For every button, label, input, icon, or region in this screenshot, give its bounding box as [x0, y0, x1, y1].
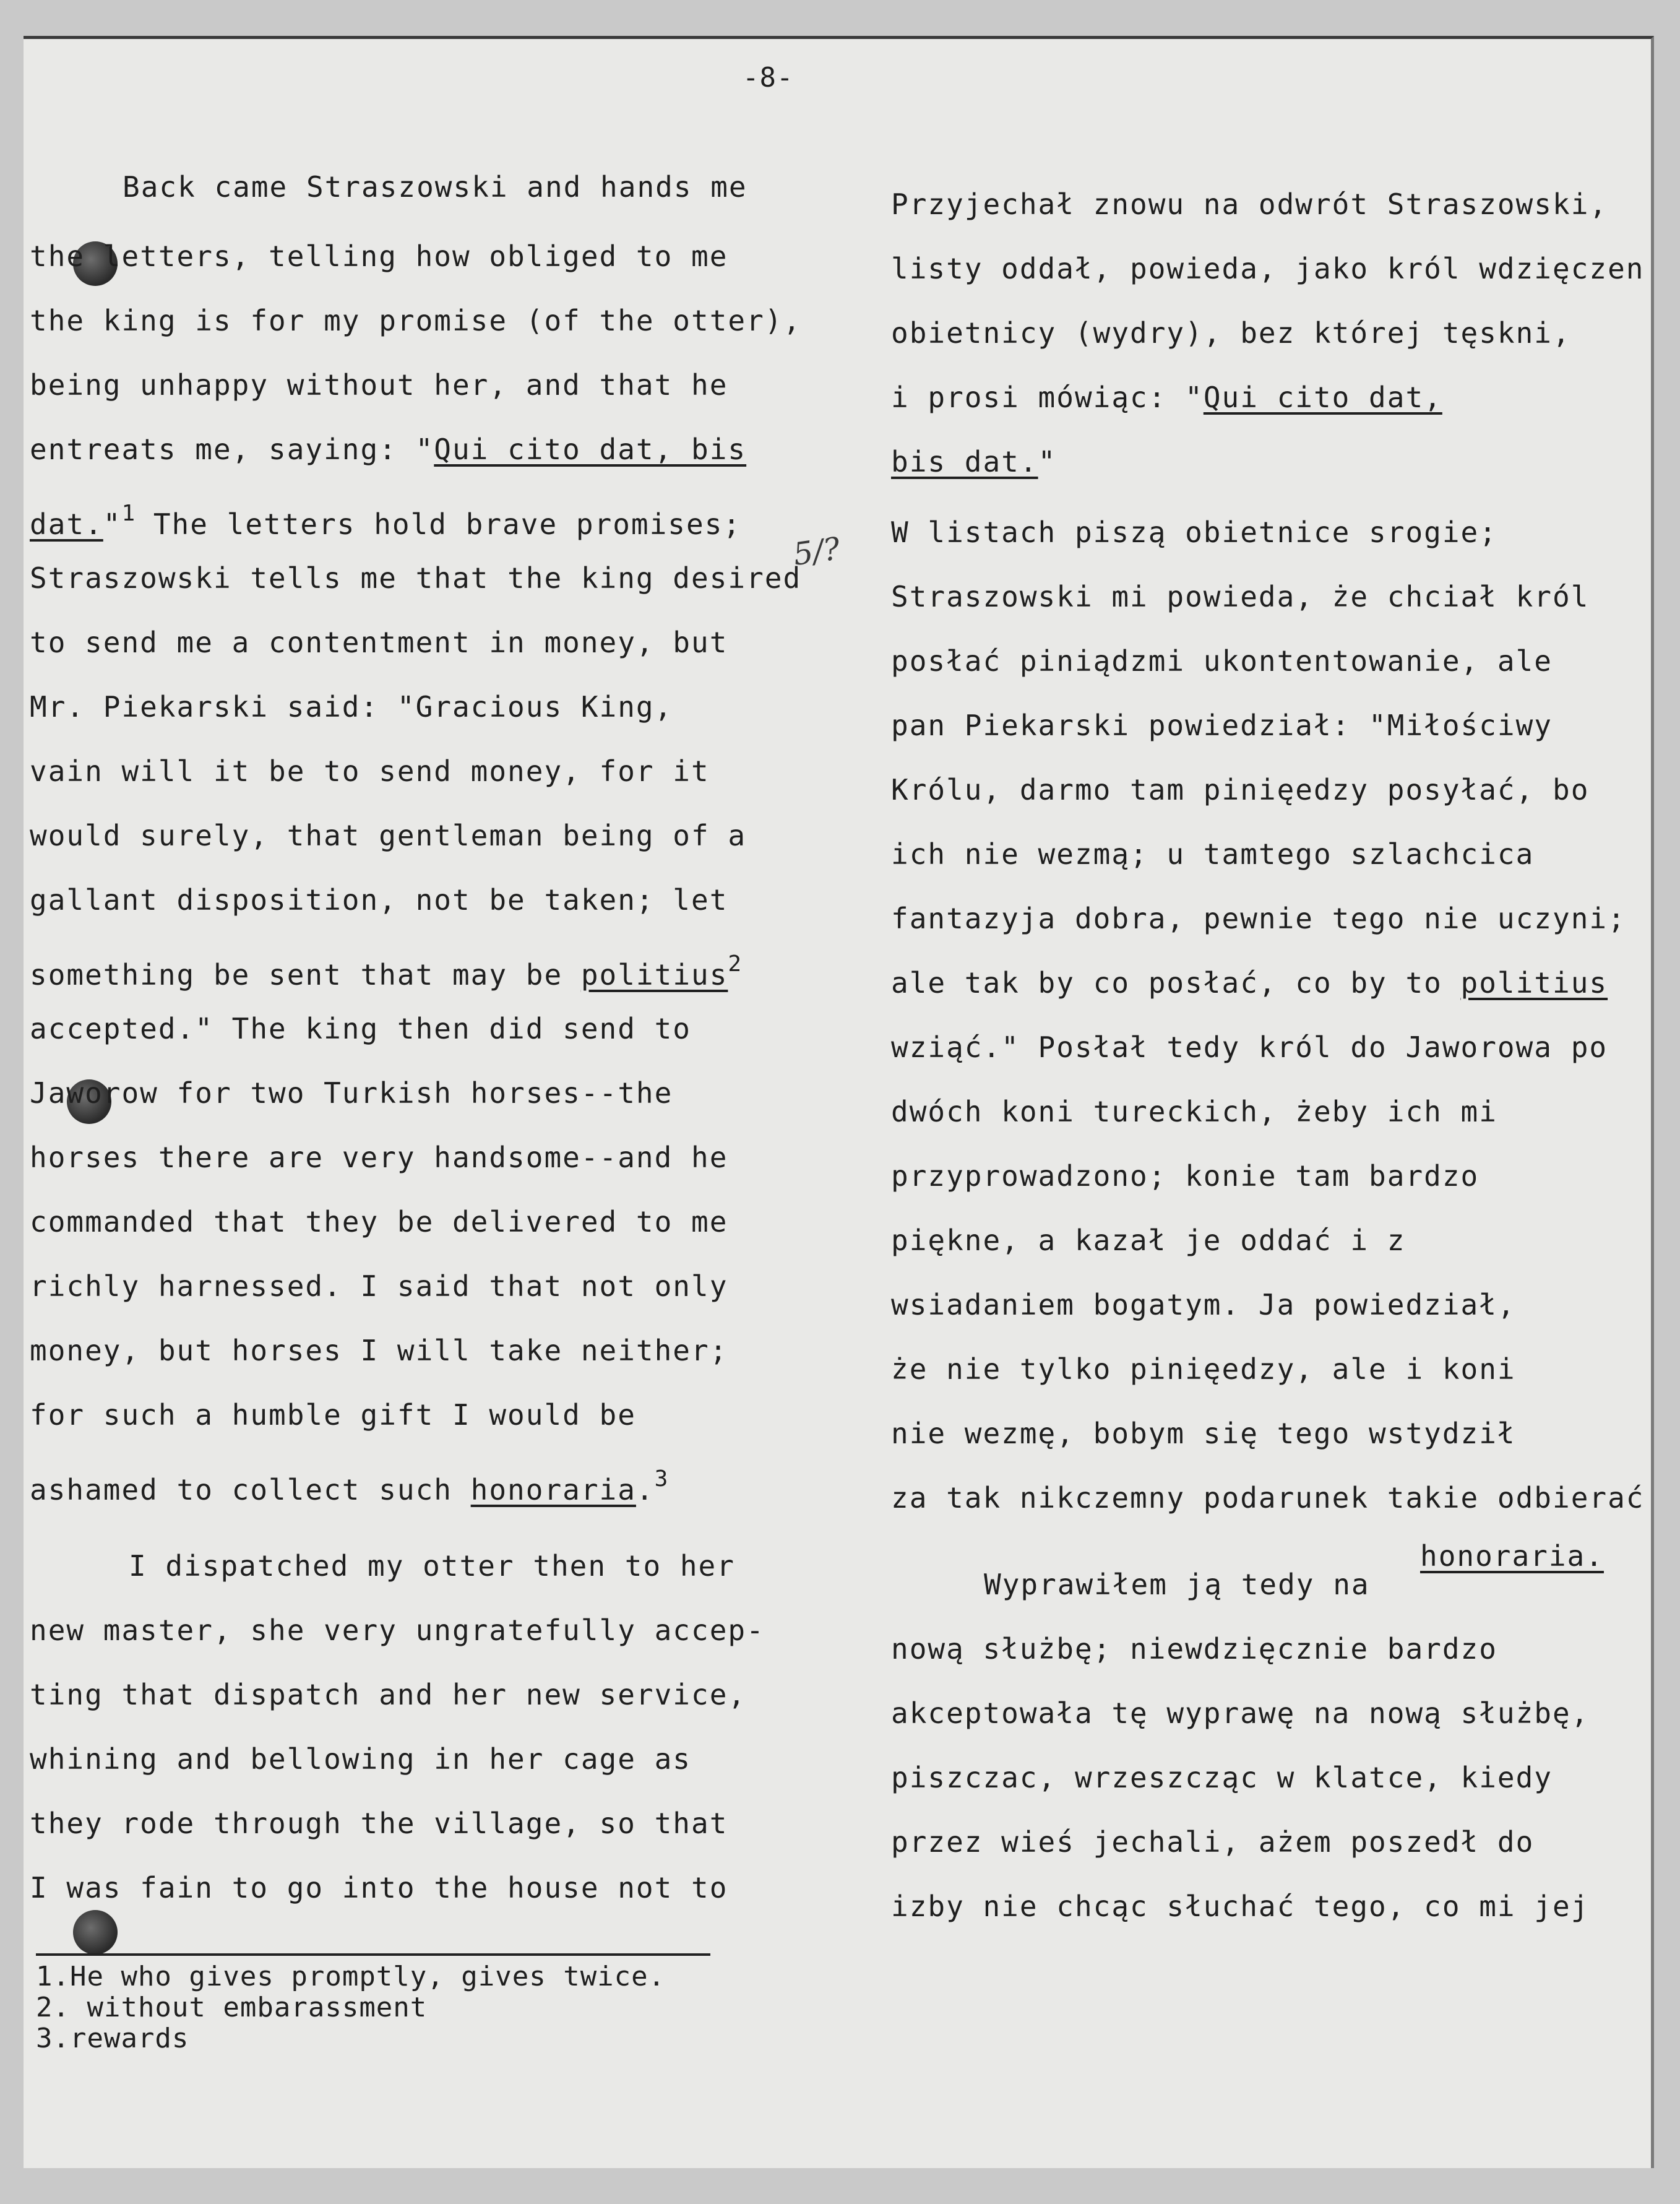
- english-line: Mr. Piekarski said: "Gracious King,: [30, 690, 673, 724]
- polish-line: Wyprawiłem ją tedy na: [984, 1568, 1370, 1601]
- page-number: -8-: [743, 62, 794, 93]
- polish-line: Przyjechał znowu na odwrót Straszowski,: [891, 188, 1608, 221]
- english-line: dat."$^1$ The letters hold brave promises;: [30, 501, 742, 541]
- polish-line: za tak nikczemny podarunek takie odbierać: [891, 1481, 1645, 1515]
- latin-phrase: Qui cito dat, bis: [434, 433, 747, 466]
- polish-line: posłać piniądzmi ukontentowanie, ale: [891, 644, 1553, 678]
- polish-line: listy oddał, powieda, jako król wdzięczen: [891, 252, 1645, 285]
- polish-line: [1420, 1537, 1604, 1575]
- polish-line: wsiadaniem bogatym. Ja powiedział,: [891, 1288, 1516, 1321]
- polish-line: i prosi mówiąc: "Qui cito dat,: [891, 381, 1442, 414]
- polish-line: obietnicy (wydry), bez której tęskni,: [891, 316, 1571, 350]
- english-line: richly harnessed. I said that not only: [30, 1269, 728, 1303]
- footnote-ref-2: 2: [728, 951, 742, 977]
- margin-note: 5/?: [791, 530, 843, 573]
- footnote-ref-1: 1: [121, 501, 136, 526]
- english-line: whining and bellowing in her cage as: [30, 1742, 691, 1776]
- polish-line: izby nie chcąc słuchać tego, co mi jej: [891, 1890, 1590, 1923]
- latin-phrase-end: dat.: [30, 508, 103, 541]
- english-line: something be sent that may be politius$^2$: [30, 951, 742, 992]
- polish-line: wziąć." Posłał tedy król do Jaworowa po: [891, 1031, 1608, 1064]
- polish-line: fantazyja dobra, pewnie tego nie uczyni;: [891, 902, 1626, 935]
- english-line: horses there are very handsome--and he: [30, 1141, 728, 1174]
- english-line: Straszowski tells me that the king desired: [30, 561, 802, 595]
- footnote-3: 3.rewards: [36, 2023, 189, 2054]
- polish-line: Straszowski mi powieda, że chciał król: [891, 580, 1590, 613]
- punch-hole-bottom: [73, 1910, 118, 1955]
- politius-term: politius: [1460, 966, 1608, 1000]
- english-line: for such a humble gift I would be: [30, 1398, 636, 1432]
- polish-line: nie wezmę, bobym się tego wstydził: [891, 1417, 1516, 1450]
- english-line: vain will it be to send money, for it: [30, 754, 710, 788]
- honoraria-term: honoraria.: [1420, 1539, 1604, 1573]
- english-line: the king is for my promise (of the otter),: [30, 304, 802, 337]
- footnote-ref-3: 3: [654, 1466, 668, 1492]
- polish-line: przyprowadzono; konie tam bardzo: [891, 1159, 1480, 1193]
- english-line: entreats me, saying: "Qui cito dat, bis: [30, 433, 747, 466]
- english-line: gallant disposition, not be taken; let: [30, 883, 728, 917]
- english-line: money, but horses I will take neither;: [30, 1334, 728, 1367]
- english-line: the letters, telling how obliged to me: [30, 240, 728, 273]
- politius-term: politius: [580, 958, 728, 992]
- english-line: would surely, that gentleman being of a: [30, 819, 747, 852]
- polish-line: bis dat.": [891, 445, 1057, 478]
- latin-phrase: Qui cito dat,: [1203, 381, 1442, 414]
- polish-line: nową służbę; niewdzięcznie bardzo: [891, 1632, 1497, 1666]
- polish-line: Królu, darmo tam pinięedzy posyłać, bo: [891, 773, 1590, 806]
- english-line: I was fain to go into the house not to: [30, 1871, 728, 1904]
- footnote-2: 2. without embarassment: [36, 1992, 428, 2023]
- footnote-rule: [36, 1953, 710, 1956]
- polish-line: pan Piekarski powiedział: "Miłościwy: [891, 709, 1553, 742]
- footnote-1: 1.He who gives promptly, gives twice.: [36, 1961, 666, 1992]
- polish-line: piszczac, wrzeszcząc w klatce, kiedy: [891, 1761, 1553, 1794]
- english-line: ting that dispatch and her new service,: [30, 1678, 747, 1711]
- english-line: Jaworow for two Turkish horses--the: [30, 1076, 673, 1110]
- english-line: Back came Straszowski and hands me: [123, 170, 747, 204]
- honoraria-term: honoraria: [470, 1473, 636, 1506]
- polish-line: piękne, a kazał je oddać i z: [891, 1224, 1406, 1257]
- english-line: ashamed to collect such honoraria.$^3$: [30, 1466, 668, 1506]
- english-line: being unhappy without her, and that he: [30, 368, 728, 402]
- english-line: I dispatched my otter then to her: [129, 1549, 735, 1583]
- english-line: commanded that they be delivered to me: [30, 1205, 728, 1238]
- polish-line: przez wieś jechali, ażem poszedł do: [891, 1825, 1535, 1859]
- polish-line: dwóch koni tureckich, żeby ich mi: [891, 1095, 1497, 1128]
- polish-line: ich nie wezmą; u tamtego szlachcica: [891, 837, 1535, 871]
- english-line: to send me a contentment in money, but: [30, 626, 728, 659]
- english-line: new master, she very ungratefully accep-: [30, 1614, 765, 1647]
- polish-line: ale tak by co posłać, co by to politius: [891, 966, 1608, 1000]
- polish-line: że nie tylko pinięedzy, ale i koni: [891, 1352, 1516, 1386]
- english-line: accepted." The king then did send to: [30, 1012, 691, 1045]
- polish-line: W listach piszą obietnice srogie;: [891, 516, 1497, 549]
- latin-phrase-end: bis dat.: [891, 445, 1038, 478]
- polish-line: akceptowała tę wyprawę na nową służbę,: [891, 1696, 1590, 1730]
- english-line: they rode through the village, so that: [30, 1807, 728, 1840]
